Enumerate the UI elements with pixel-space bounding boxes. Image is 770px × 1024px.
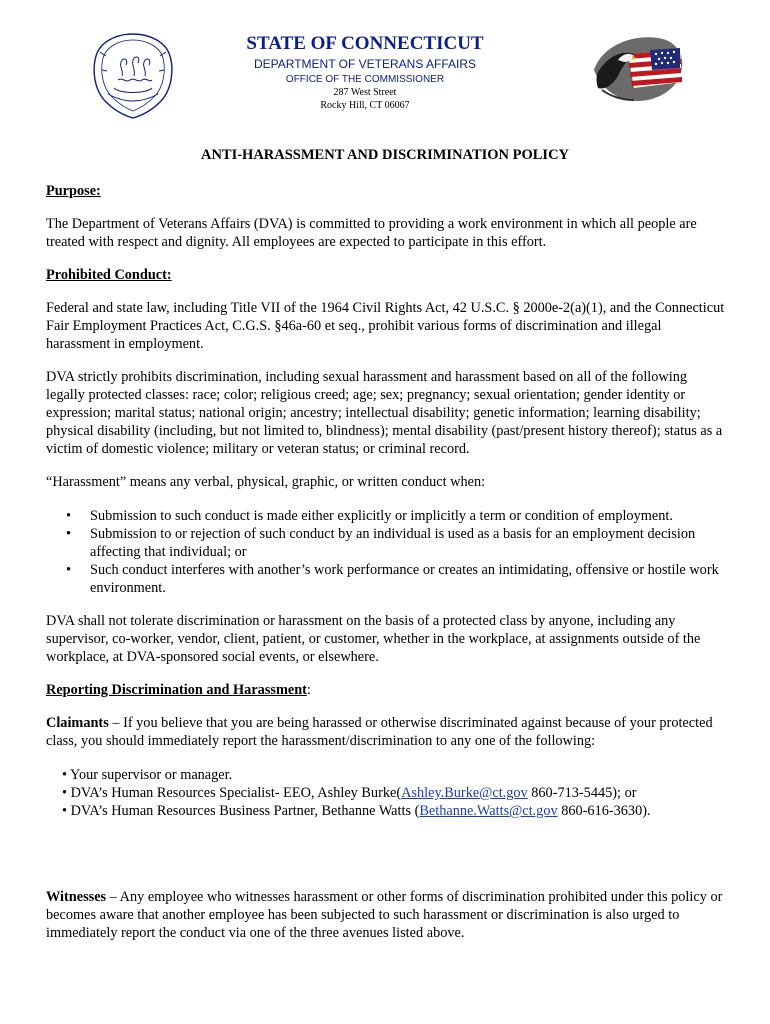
letterhead-street: 287 West Street xyxy=(333,87,397,98)
connecticut-state-seal-icon xyxy=(88,30,178,120)
contact-supervisor: • Your supervisor or manager. xyxy=(62,767,233,783)
reporting-heading-colon: : xyxy=(306,682,311,698)
harassment-conditions-list xyxy=(46,507,726,597)
list-item-text: Submission to such conduct is made either explicitly or implicitly a term or condition of employment. xyxy=(90,508,673,524)
prohibited-paragraph-4: DVA shall not tolerate discrimination or harassment on the basis of a protected class by anyone, including any supervisor, co-worker, vendor, client, patient, or customer, whether in the workplace, at assignments outside of the workplace, at DVA-sponsored social events, or elsewhere. xyxy=(46,613,701,665)
letterhead-office: OFFICE OF THE COMMISSIONER xyxy=(285,74,445,85)
reporting-heading-line xyxy=(46,681,726,699)
list-item xyxy=(66,507,726,525)
contact-hr-specialist-phone: 860-713-5445); or xyxy=(527,785,637,801)
contacts-list xyxy=(46,766,726,820)
witnesses-text: – Any employee who witnesses harassment or other forms of discrimination prohibited under this policy or becomes aware that another employee has been subjected to such harassment or discrimination is also urged to immediately report the conduct via one of the three avenues listed above. xyxy=(46,889,723,941)
bullet-icon: • xyxy=(66,526,72,542)
veterans-eagle-flag-emblem-icon xyxy=(588,30,688,112)
email-link-ashley-burke[interactable]: Ashley.Burke@ct.gov xyxy=(401,785,528,801)
purpose-heading: Purpose: xyxy=(46,183,101,199)
contact-hr-specialist-text: • DVA’s Human Resources Specialist- EEO, Ashley Burke( xyxy=(62,785,402,801)
reporting-heading: Reporting Discrimination and Harassment xyxy=(46,682,307,698)
witnesses-paragraph xyxy=(46,888,726,942)
contact-hr-partner-text: • DVA’s Human Resources Business Partner, Bethanne Watts ( xyxy=(62,803,420,819)
email-link-bethanne-watts[interactable]: Bethanne.Watts@ct.gov xyxy=(419,803,558,819)
list-item-text: Submission to or rejection of such conduct by an individual is used as a basis for an employment decision affecting that individual; or xyxy=(90,526,696,560)
contact-hr-partner-phone: 860-616-3630). xyxy=(557,803,651,819)
prohibited-paragraph-2: DVA strictly prohibits discrimination, including sexual harassment and harassment based on all of the following legally protected classes: race; color; religious creed; age; sex; pregnancy; sexual orientation; gender identity or expression; marital status; national origin; ancestry; intellectual disability; genetic information; learning disability; physical disability (including, but not limited to, blindness); mental disability (past/present history thereof); status as a victim of domestic violence; military or veteran status; or criminal record. xyxy=(46,369,723,457)
document-body xyxy=(46,182,726,942)
witnesses-label: Witnesses xyxy=(46,889,107,905)
prohibited-conduct-heading: Prohibited Conduct: xyxy=(46,267,172,283)
letterhead-city: Rocky Hill, CT 06067 xyxy=(320,100,410,111)
list-item xyxy=(66,525,726,561)
contact-hr-specialist xyxy=(62,784,726,802)
claimants-paragraph xyxy=(46,714,726,750)
document-title: ANTI-HARASSMENT AND DISCRIMINATION POLICY xyxy=(200,147,570,163)
letterhead-department: DEPARTMENT OF VETERANS AFFAIRS xyxy=(253,57,477,71)
purpose-text: The Department of Veterans Affairs (DVA) is committed to providing a work environment in which all people are treated with respect and dignity. All employees are expected to participate in this effort. xyxy=(46,216,697,250)
prohibited-paragraph-1: Federal and state law, including Title VII of the 1964 Civil Rights Act, 42 U.S.C. § 2000e-2(a)(1), and the Connecticut Fair Employment Practices Act, C.G.S. §46a-60 et seq., prohibit various forms of discrimination and illegal harassment in employment. xyxy=(46,300,725,352)
bullet-icon: • xyxy=(66,562,72,578)
claimants-text: – If you believe that you are being harassed or otherwise discriminated against because of your protected class, you should immediately report the harassment/discrimination to any one of the following: xyxy=(46,715,713,749)
contact-hr-partner xyxy=(62,802,726,820)
letterhead xyxy=(180,33,550,112)
letterhead-state: STATE OF CONNECTICUT xyxy=(246,33,484,54)
harassment-definition: “Harassment” means any verbal, physical, graphic, or written conduct when: xyxy=(46,474,486,490)
list-item xyxy=(66,561,726,597)
list-item-text: Such conduct interferes with another’s work performance or creates an intimidating, offensive or hostile work environment. xyxy=(90,562,719,596)
bullet-icon: • xyxy=(66,508,72,524)
claimants-label: Claimants xyxy=(46,715,109,731)
